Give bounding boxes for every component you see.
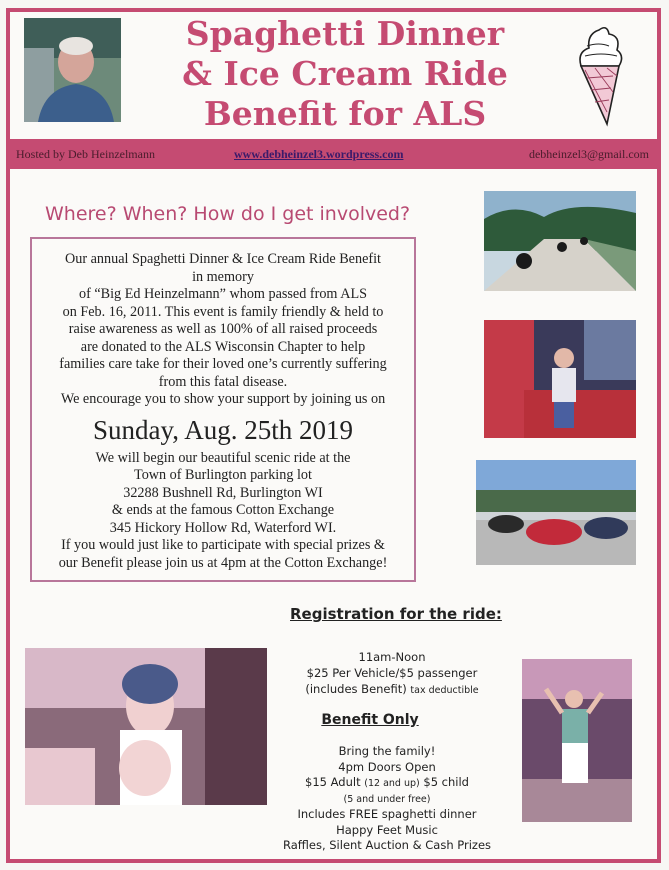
registration-heading: Registration for the ride: [290, 605, 502, 623]
event-description-box [30, 237, 416, 582]
benefit-line: Happy Feet Music [336, 822, 438, 837]
desc-line: families care take for their loved one’s currently suffering [59, 356, 387, 372]
desc-line: in memory [192, 268, 254, 285]
registration-time: 11am-Noon [358, 650, 426, 664]
adult-price: $15 Adult [305, 775, 361, 789]
motorcycle-ride-photo [484, 191, 636, 291]
under-five-note: (5 and under free) [343, 793, 431, 805]
ice-cream-cone-icon [573, 22, 625, 128]
desc-line: our Benefit please join us at 4pm at the Cotton Exchange! [58, 554, 388, 571]
event-title [135, 14, 555, 134]
benefit-details [262, 744, 512, 854]
benefit-line: Includes FREE spaghetti dinner [297, 807, 477, 821]
child-price: $5 child [423, 775, 469, 789]
desc-line: of “Big Ed Heinzelmann” whom passed from ALS [78, 286, 368, 302]
classic-cars-photo [476, 460, 636, 565]
dancing-woman-photo [522, 659, 632, 822]
website-link[interactable]: www.debheinzel3.wordpress.com [234, 147, 404, 161]
desc-line: We encourage you to show your support by joining us on [60, 391, 386, 407]
title-line-2: & Ice Cream Ride [182, 54, 508, 93]
adult-age: (12 and up) [364, 778, 420, 789]
registration-price: $25 Per Vehicle/$5 passenger [306, 666, 478, 680]
info-bar [6, 139, 661, 169]
event-date: Sunday, Aug. 25th 2019 [92, 414, 353, 445]
title-line-1: Spaghetti Dinner [185, 14, 505, 53]
email-link[interactable]: debheinzel3@gmail.com [528, 147, 649, 161]
family-photo [25, 648, 267, 805]
benefit-line: Raffles, Silent Auction & Cash Prizes [282, 838, 492, 852]
desc-line: are donated to the ALS Wisconsin Chapter to help [80, 338, 366, 355]
benefit-heading: Benefit Only [321, 712, 419, 728]
desc-line: 32288 Bushnell Rd, Burlington WI [123, 484, 323, 501]
registration-includes-line [282, 681, 502, 699]
registration-includes: (includes Benefit) [305, 682, 407, 696]
desc-line: Town of Burlington parking lot [134, 467, 312, 483]
desc-line: from this fatal disease. [158, 373, 288, 390]
desc-line: If you would just like to participate with special prizes & [61, 537, 385, 553]
desc-line: on Feb. 16, 2011. This event is family friendly & held to [62, 303, 384, 320]
desc-line: raise awareness as well as 100% of all raised proceeds [68, 321, 378, 337]
desc-line: 345 Hickory Hollow Rd, Waterford WI. [109, 519, 337, 536]
title-line-3: Benefit for ALS [203, 94, 487, 133]
registration-details [282, 649, 502, 699]
desc-line: We will begin our beautiful scenic ride at the [95, 449, 351, 466]
benefit-price-line [262, 775, 512, 792]
benefit-line: 4pm Doors Open [338, 759, 436, 774]
child-on-tractor-photo [484, 320, 636, 438]
tax-deductible-note: tax deductible [410, 685, 479, 696]
where-when-heading: Where? When? How do I get involved? [45, 203, 411, 225]
portrait-photo [24, 18, 121, 122]
desc-line: Our annual Spaghetti Dinner & Ice Cream Ride Benefit [65, 251, 381, 267]
benefit-line: Bring the family! [338, 744, 436, 758]
desc-line: & ends at the famous Cotton Exchange [111, 502, 335, 518]
host-name: Hosted by Deb Heinzelmann [16, 147, 155, 161]
